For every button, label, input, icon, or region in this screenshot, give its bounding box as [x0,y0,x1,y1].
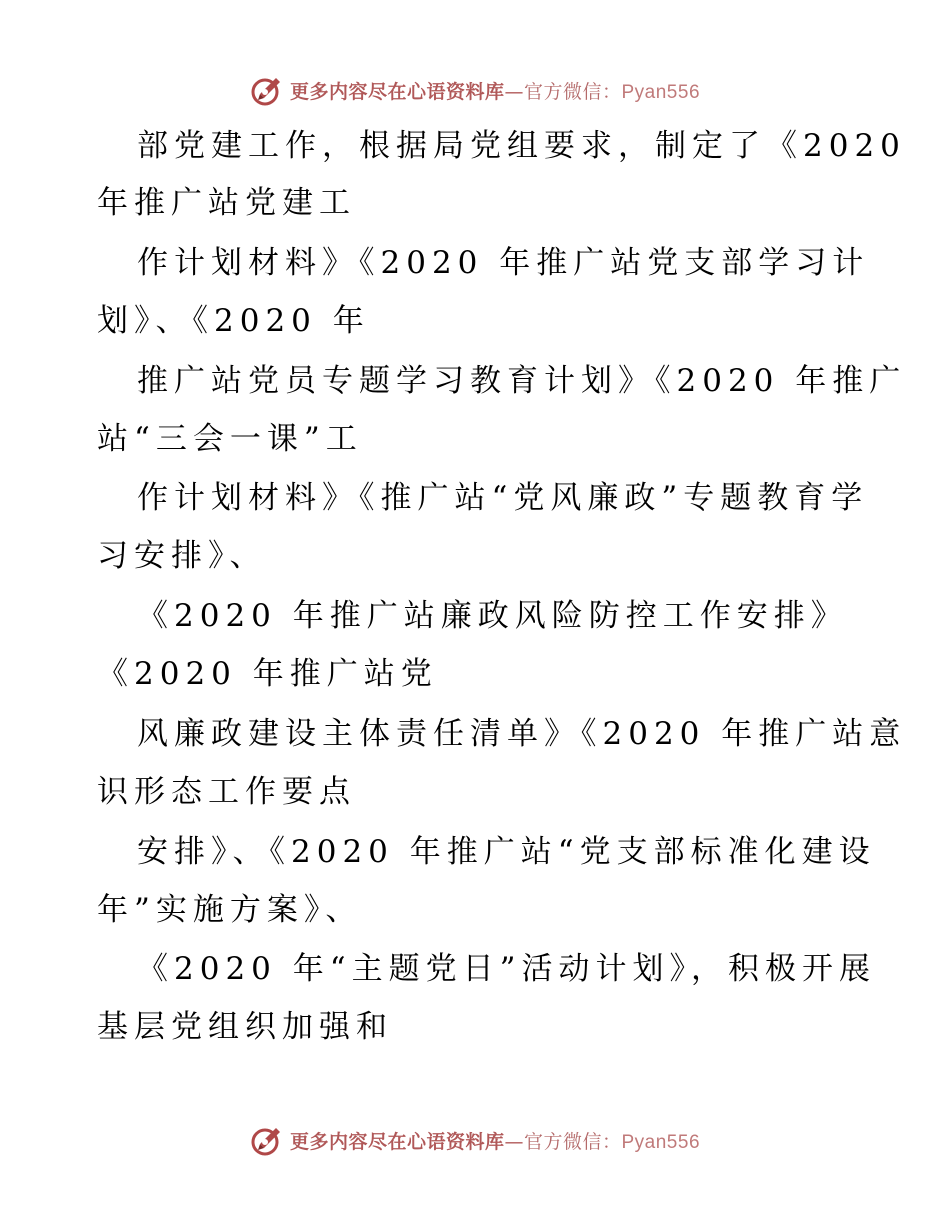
footer-contact-label: 官方微信： [523,1130,622,1153]
header-contact-label: 官方微信： [523,80,622,103]
pen-logo-icon [250,73,284,107]
header-banner [0,72,950,108]
header-contact-id: Pyan556 [621,81,701,103]
header-banner-inner [250,73,700,107]
footer-contact-id: Pyan556 [621,1131,701,1153]
header-banner-text [290,77,700,104]
body-line: 习安排》、 [97,538,267,574]
body-line: 识形态工作要点 [97,774,356,810]
body-line: 风廉政建设主体责任清单》《2020 年推广站意 [137,716,907,752]
body-line: 年”实施方案》、 [97,892,363,928]
body-line: 站“三会一课”工 [97,421,363,457]
body-line: 《2020 年推广站党 [97,656,438,692]
body-line: 基层党组织加强和 [97,1009,393,1045]
header-separator: — [504,80,524,103]
body-line: 《2020 年“主题党日”活动计划》，积极开展 [137,951,876,987]
body-line: 安排》、《2020 年推广站“党支部标准化建设 [137,834,876,870]
footer-brand-text: 更多内容尽在心语资料库 [289,1130,505,1153]
body-line: 作计划材料》《2020 年推广站党支部学习计 [137,245,870,281]
header-brand-text: 更多内容尽在心语资料库 [289,80,505,103]
footer-banner-text [290,1127,700,1154]
body-line: 作计划材料》《推广站“党风廉政”专题教育学 [137,480,869,516]
body-line: 划》、《2020 年 [97,303,370,339]
body-line: 《2020 年推广站廉政风险防控工作安排》 [137,598,848,634]
pen-logo-icon [250,1123,284,1157]
body-line: 部党建工作，根据局党组要求，制定了《2020 [137,128,906,164]
body-line: 年推广站党建工 [97,185,356,221]
body-line: 推广站党员专题学习教育计划》《2020 年推广 [137,363,907,399]
footer-separator: — [504,1130,524,1153]
footer-banner-inner [250,1123,700,1157]
footer-banner [0,1122,950,1158]
